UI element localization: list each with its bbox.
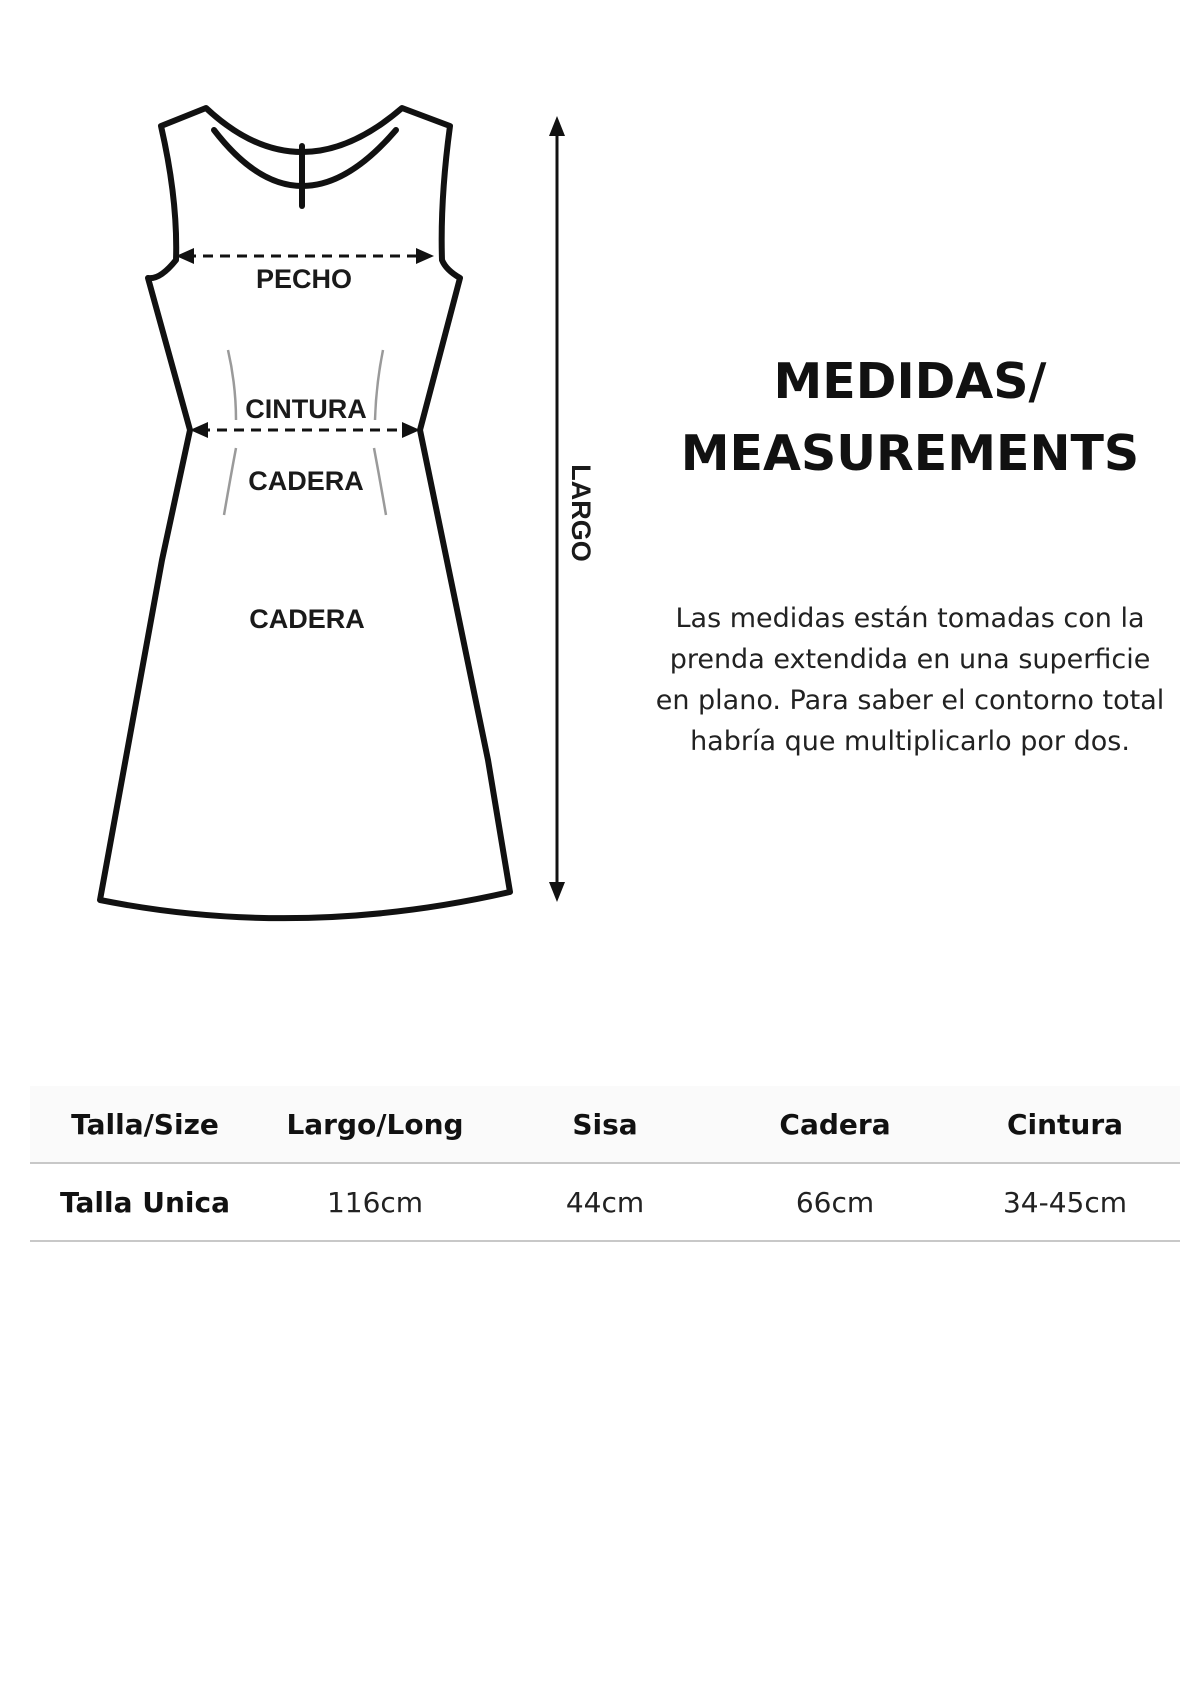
header-length: Largo/Long [260, 1086, 490, 1163]
size-table [30, 1086, 1180, 1242]
largo-arrow-head-bottom [549, 882, 565, 902]
page-title-line-2: MEASUREMENTS [680, 425, 1140, 482]
dress-body-outline [100, 108, 510, 918]
cell-armhole: 44cm [490, 1163, 720, 1241]
header-waist: Cintura [950, 1086, 1180, 1163]
largo-label: LARGO [566, 464, 596, 562]
dart-left-lower [224, 448, 236, 515]
dart-right-lower [374, 448, 386, 515]
measure-arrows [176, 116, 565, 902]
cadera-lower-label: CADERA [249, 604, 365, 634]
cell-length: 116cm [260, 1163, 490, 1241]
largo-arrow-head-top [549, 116, 565, 136]
dart-right-upper [375, 350, 383, 420]
pecho-label: PECHO [255, 264, 353, 294]
measurement-description: Las medidas están tomadas con la prenda extendida en una superficie en plano. Para saber el contorno total habría que multiplicarlo por dos. [655, 603, 1165, 757]
table-row [30, 1163, 1180, 1241]
page-title-line-1: MEDIDAS/ [773, 353, 1047, 410]
header-hip: Cadera [720, 1086, 950, 1163]
cell-hip: 66cm [720, 1163, 950, 1241]
cell-waist: 34-45cm [950, 1163, 1180, 1241]
cell-size: Talla Unica [30, 1163, 260, 1241]
header-armhole: Sisa [490, 1086, 720, 1163]
size-table-header-row [30, 1086, 1180, 1163]
dart-left-upper [228, 350, 236, 420]
cintura-label: CINTURA [245, 394, 367, 424]
dress-outline [100, 108, 510, 918]
cintura-arrow-head-right [402, 422, 420, 438]
cadera-upper-label: CADERA [248, 466, 364, 496]
cintura-arrow-head-left [190, 422, 208, 438]
header-size: Talla/Size [30, 1086, 260, 1163]
pecho-arrow-head-right [416, 248, 434, 264]
